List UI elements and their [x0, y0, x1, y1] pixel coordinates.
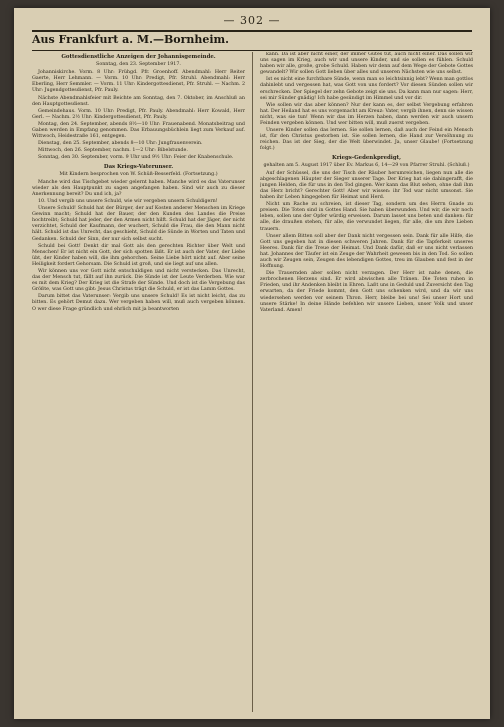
paragraph: Wir können uns vor Gott nicht entschuldigen und nicht verstecken. Das Unrecht, das der Mensch tut, fällt auf ihn zurück. Die Sünde ist der Leute Verderben. Wie war es mit dem Krieg? Der Krieg ist die Strafe der Sünde. Und doch ist die Vergebung das Größte, was Gott uns gibt: Jesus Christus trägt die Schuld, er ist das Lamm Gottes. — [32, 269, 245, 293]
paragraph: Schuld bei Gott! Denkt dir mal Gott als den gerechten Richter über Welt und Menschen! Er ist nicht ein Gott, der sich spotten läßt. Er ist auch der Vater, der Liebe übt, der Kinder haben will, die ihm gehorchen. Seine Liebe hört nicht auf. Aber seine Heiligkeit fordert Gehorsam. Die Schuld ist groß, und sie liegt auf uns allen. — [32, 243, 245, 267]
paragraph: Ist es nicht eine furchtbare Sünde, wenn man so leichtsinnig lebt? Wenn man gottlos dahinlebt und vergessen hat, was Gott von uns fordert? Vor diesen Sünden sollen wir erschrecken. Der Spiegel der zehn Gebote zeigt sie uns. Da kann man nur sagen: Herr, sei mir Sünder gnädig! Ich habe gesündigt im Himmel und vor dir. — [260, 77, 473, 101]
article-heading: Das Kriegs-Vaterunser. — [103, 163, 174, 170]
paragraph: Mittwoch, den 26. September, nachm. 1—2 Uhr: Bibelstunde. — [38, 148, 188, 154]
article-subheading: gehalten am 5. August 1917 über Ev. Markus 6, 14—29 von Pfarrer Struhl. (Schluß.) — [263, 162, 470, 168]
page-header — [32, 30, 472, 51]
article-subheading: Mit Kindern besprochen von W. Schüß-Besserfeld. (Fortsetzung.) — [59, 171, 218, 177]
right-column — [260, 52, 473, 712]
paragraph: Gemeindehaus. Vorm. 10 Uhr: Predigt, Pfr. Pauly. Abendmahl: Herr Kowald, Herr Gerl. — Nachm. 2½ Uhr: Kindergottesdienst, Pfr. Pauly. — [32, 108, 245, 120]
section-heading: Gottesdienstliche Anzeigen der Johannisgemeinde. — [61, 54, 216, 60]
paragraph: Johanniskirche. Vorm. 8 Uhr: Frühgd. Pfr. Groenhoff. Abendmahl: Herr Reiter Gaerte, Herr Lehmann. — Vorm. 10 Uhr: Predigt, Pfr. Struhl. Abendmahl: Herr Eberling, Herr Semmler. — Vorm. 11 Uhr: Kindergottesdienst, Pfr. Struhl. — Nachm. 2 Uhr: Jugendgottesdienst, Pfr. Pauly. — [32, 70, 245, 94]
section-subheading: Sonntag, den 23. September 1917. — [96, 62, 181, 68]
article-heading: Kriegs-Gedenkpredigt, — [332, 154, 401, 161]
paragraph: kann. Da ist aber nicht einer, der immer Gutes tut, auch nicht einer. Das sollen wir uns sagen im Krieg, auch wir und unsere Kinder, und sie sollen es fühlen. Schuld haben wir alle, große, grobe Schuld. Haben wir denn auf dem Wege der Gebote Gottes gewandelt? Wir sollen Gott lieben über alles und unseren Nächsten wie uns selbst. — [260, 52, 473, 76]
paragraph: Wie sollen wir das aber können? Nur der kann es, der selbst Vergebung erfahren hat. Der Heiland hat es uns vorgemacht am Kreuz: Vater, vergib ihnen, denn sie wissen nicht, was sie tun! Wenn wir das im Herzen haben, dann werden wir auch unsern Feinden vergeben können. Und wer bitten will, muß zuerst vergeben. — [260, 102, 473, 127]
paragraph: Auf der Schüssel, die uns der Tisch der Räuber herumreichen, liegen nun alle die abgeschlagenen Häupter der Sieger unserer Tage. Der Krieg hat sie dahingerafft, die jungen Helden, die für uns in den Tod gingen. Wer kann das Blut sehen, ohne daß ihm das Herz bricht? Gerechter Gott! Aber wir wissen: ihr Tod war nicht umsonst. Sie haben ihr Leben hingegeben für Heimat und Herd. — [260, 170, 473, 201]
paragraph: Sonntag, den 30. September, vorm. 9 Uhr und 9½ Uhr: Feier der Knabenschule. — [38, 155, 234, 161]
paragraph: Nicht um Rache zu schreien, ist dieser Tag, sondern um des Herrn Gnade zu preisen. Die Toten sind in Gottes Hand. Sie haben überwunden. Und wir, die wir noch leben, sollen uns der Opfer würdig erweisen. Darum lasset uns beten und danken: für alle, die draußen stehen, für alle, die verwundet liegen, für alle, die um ihre Lieben trauern. — [260, 202, 473, 232]
paragraph: 10. Und vergib uns unsere Schuld, wie wir vergeben unsern Schuldigern! — [38, 198, 218, 204]
header-title: Aus Frankfurt a. M.—Bornheim. — [32, 33, 230, 46]
left-column — [32, 52, 245, 712]
paragraph: Montag, den 24. September, abends 8½—10 Uhr: Frauenabend. Monatsbeitrag und Gaben werden in Empfang genommen. Das Erbauungsbüchlein liegt zum Verkauf auf. Wittwoch, Heidestraße 161, entgegen. — [32, 121, 245, 140]
paragraph: Manche wird das Tischgebet wieder gelernt haben. Manche wird es das Vaterunser wieder als den Hauptpunkt zu sagen angefangen haben. Sind wir auch zu dieser Anerkennung bereit? Du und ich, ja? — [32, 179, 245, 197]
page-number: — 302 — — [223, 14, 281, 27]
paragraph: Unsere Schuld! Schuld hat der Bürger, der auf Kosten anderer Menschen im Kriege Gewinn macht; Schuld hat der Bauer, der den Kunden des Landes die Preise hochtreibt; Schuld hat jeder, der den Armen nicht hilft. Schuld hat der Jäger, der nicht verzichtet, Schuld der Kaufmann, der wuchert, Schuld die Frau, die den Mann nicht hält. Schuld ist das Unrecht, das geschieht, Schuld die Sünde in Worten und Taten und Gedanken. Schuld der Sinn, der nur sich selbst sucht. — [32, 206, 245, 242]
paragraph: Die Trauernden aber sollen nicht verzagen. Der Herr ist nahe denen, die zerbrochenen Herzens sind. Er wird abwischen alle Tränen. Die Toten ruhen in Frieden, und ihr Andenken bleibt in Ehren. Laßt uns in Geduld und Zuversicht den Tag erwarten, da der Friede kommt, den Gott uns schenken wird, und da wir uns wiedersehen werden vor seinem Thron. Herr, bleibe bei uns! Sei unser Hort und unsere Stärke! In deine Hände befehlen wir unsere Lieben, unser Volk und unser Vaterland. Amen! — [260, 271, 473, 313]
paragraph: Nächste Abendmahlsfeier mit Beichte am Sonntag, den 7. Oktober, im Anschluß an den Hauptgottesdienst. — [32, 95, 245, 107]
paragraph: Dienstag, den 25. September, abends 8—10 Uhr: Jungfrauenverein. — [38, 141, 203, 147]
paragraph: Unsere Kinder sollen das lernen. Sie sollen lernen, daß auch der Feind ein Mensch ist, für den Christus gestorben ist. Sie sollen lernen, die Hand zur Versöhnung zu reichen. Das ist der Sieg, der die Welt überwindet. Ja, unser Glaube! (Fortsetzung folgt.) — [260, 128, 473, 152]
paragraph: Darum bittet das Vaterunser: Vergib uns unsere Schuld! Es ist nicht leicht, das zu bitten. Es gehört Demut dazu. Wer vergeben haben will, muß auch vergeben können. O wer diese Frage gründlich und ehrlich mit ja beantworten — [32, 294, 245, 312]
paragraph: Unser allem Bitten soll aber der Dank nicht vergessen sein. Dank für alle Hilfe, die Gott uns gegeben hat in diesen schweren Jahren. Dank für die Tapferkeit unseres Heeres. Dank für die Treue der Heimat. Und Dank dafür, daß er uns nicht verlassen hat. Johannes der Täufer ist ein Zeuge der Wahrheit gewesen bis in den Tod. So sollen auch wir Zeugen sein, Zeugen des lebendigen Gottes, treu im Glauben und fest in der Hoffnung. — [260, 233, 473, 270]
column-divider — [252, 52, 253, 712]
newspaper-page — [14, 8, 490, 719]
